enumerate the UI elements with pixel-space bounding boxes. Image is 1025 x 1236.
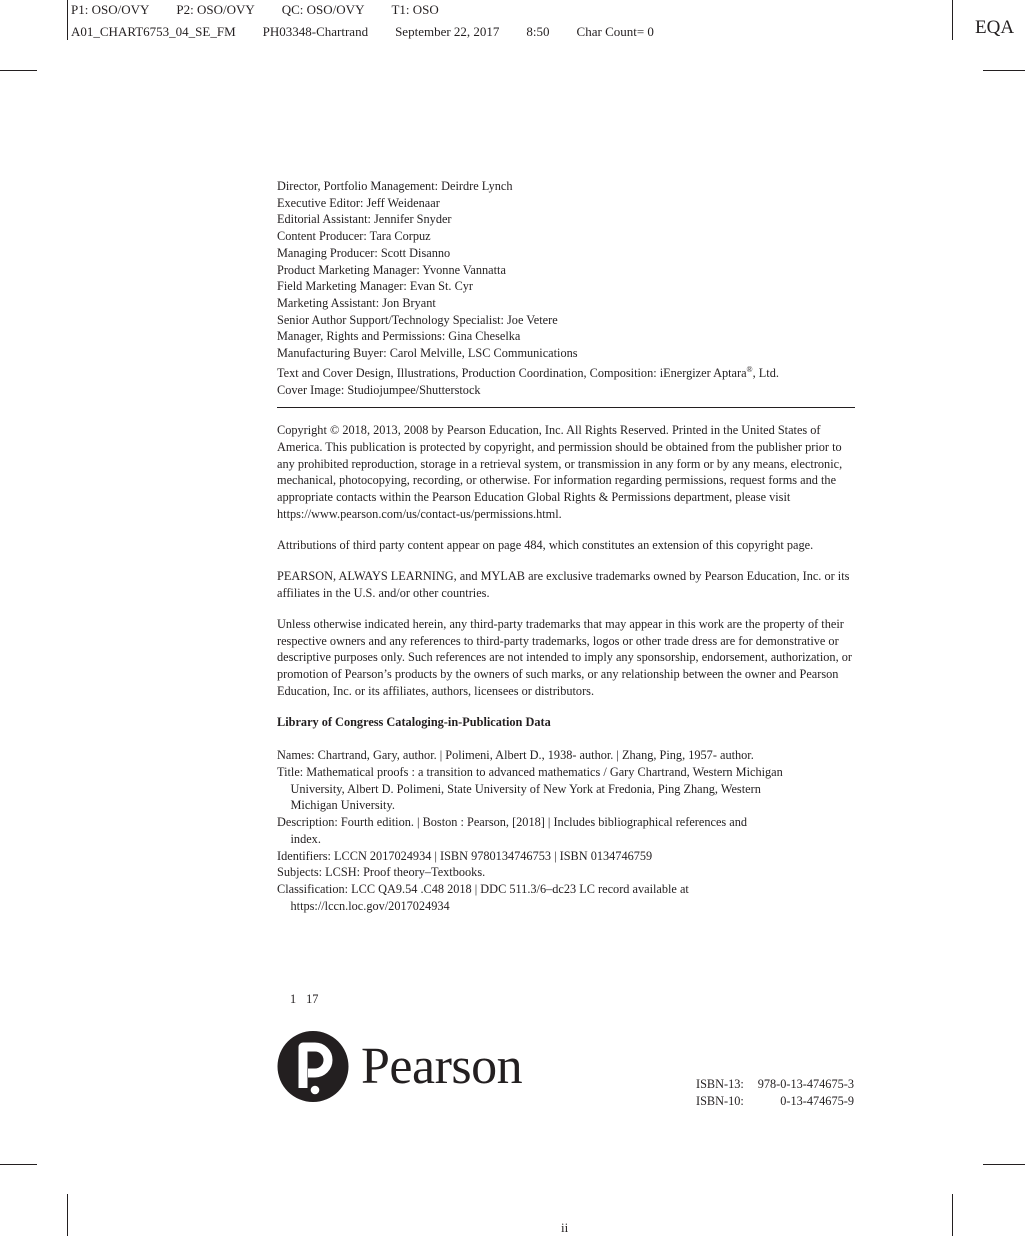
slug-line-1 bbox=[71, 2, 466, 18]
print-number: 1 bbox=[290, 992, 297, 1006]
crop-mark-top-left-horizontal bbox=[0, 70, 37, 71]
isbn-10-label: ISBN-10: bbox=[696, 1093, 744, 1108]
cip-identifiers: Identifiers: LCCN 2017024934 | ISBN 9780134746753 | ISBN 0134746759 bbox=[277, 848, 653, 863]
crop-mark-bottom-right-vertical bbox=[952, 1194, 953, 1236]
slug-p1: P1: OSO/OVY bbox=[71, 2, 150, 17]
crop-mark-top-right-vertical bbox=[952, 0, 953, 40]
credit-line: Director, Portfolio Management: Deirdre Lynch bbox=[277, 179, 513, 193]
credit-line: Managing Producer: Scott Disanno bbox=[277, 245, 451, 260]
attributions-notice: Attributions of third party content appear on page 484, which constitutes an extension of this copyright page. bbox=[277, 537, 814, 552]
isbn-block bbox=[696, 1076, 854, 1109]
section-divider bbox=[277, 407, 855, 408]
credit-line: Content Producer: Tara Corpuz bbox=[277, 229, 431, 244]
design-credit-text: Text and Cover Design, Illustrations, Production Coordination, Composition: iEnergizer Aptara bbox=[277, 365, 747, 380]
page-folio: ii bbox=[561, 1220, 569, 1235]
third-party-notice: Unless otherwise indicated herein, any third-party trademarks that may appear in this work are the property of their respective owners and any references to third-party trademarks, logos or other trade dress are for demonstrative or descriptive purposes only. Such references are not intended to imply any sponsorship, endorsement, authorization, or promotion of Pearson’s products by the owners of such marks, or any relationship between the owner and Pearson Education, Inc. or its affiliates, authors, licensees or distributors. bbox=[277, 617, 852, 698]
cip-description: Description: Fourth edition. | Boston : Pearson, [2018] | Includes bibliographical references and index. bbox=[277, 815, 748, 846]
cip-heading: Library of Congress Cataloging-in-Publication Data bbox=[277, 715, 551, 730]
cip-classification: Classification: LCC QA9.54 .C48 2018 | DDC 511.3/6–dc23 LC record available at https://lccn.loc.gov/2017024934 bbox=[277, 881, 689, 913]
crop-mark-bottom-left-vertical bbox=[67, 1194, 68, 1236]
cip-title: Title: Mathematical proofs : a transition to advanced mathematics / Gary Chartrand, Western Michigan University, Albert D. Polimeni, State University of New York at Fredonia, Ping Zhang, Western Michigan University. bbox=[277, 764, 783, 813]
copyright-page-body bbox=[277, 178, 857, 914]
isbn-10-row bbox=[696, 1093, 854, 1110]
design-credit-suffix: , Ltd. bbox=[752, 365, 779, 380]
slug-date: September 22, 2017 bbox=[395, 24, 500, 39]
credit-line: Editorial Assistant: Jennifer Snyder bbox=[277, 212, 452, 227]
printing-line bbox=[290, 992, 328, 1007]
credit-line-cover: Cover Image: Studiojumpee/Shutterstock bbox=[277, 382, 481, 397]
slug-qc: QC: OSO/OVY bbox=[281, 2, 365, 17]
pearson-p-mark-icon bbox=[277, 1027, 357, 1107]
credit-line: Manufacturing Buyer: Carol Melville, LSC Communications bbox=[277, 346, 578, 361]
cip-block bbox=[277, 747, 857, 914]
isbn-13-label: ISBN-13: bbox=[696, 1077, 744, 1091]
registered-mark: ® bbox=[746, 364, 753, 374]
cip-names: Names: Chartrand, Gary, author. | Polimeni, Albert D., 1938- author. | Zhang, Ping, 1957- author. bbox=[277, 748, 754, 763]
slug-tag: EQA bbox=[975, 17, 1015, 38]
crop-mark-top-right-horizontal bbox=[983, 70, 1025, 71]
slug-p2: P2: OSO/OVY bbox=[176, 2, 255, 17]
credits-list bbox=[277, 178, 857, 398]
credit-line: Field Marketing Manager: Evan St. Cyr bbox=[277, 279, 474, 294]
credit-line-design bbox=[277, 362, 857, 382]
credit-line: Manager, Rights and Permissions: Gina Cheselka bbox=[277, 329, 521, 344]
print-year: 17 bbox=[306, 992, 319, 1006]
isbn-13-row bbox=[696, 1076, 854, 1093]
pearson-wordmark: Pearson bbox=[361, 1038, 523, 1095]
slug-t1: T1: OSO bbox=[391, 2, 439, 17]
credit-line: Executive Editor: Jeff Weidenaar bbox=[277, 195, 440, 210]
credit-line: Product Marketing Manager: Yvonne Vannatta bbox=[277, 262, 506, 277]
crop-mark-top-left-vertical bbox=[67, 0, 68, 40]
credit-line: Marketing Assistant: Jon Bryant bbox=[277, 295, 436, 310]
slug-job: PH03348-Chartrand bbox=[262, 24, 369, 39]
isbn-10-value: 0-13-474675-9 bbox=[780, 1093, 854, 1108]
slug-file: A01_CHART6753_04_SE_FM bbox=[71, 24, 236, 39]
slug-line-2 bbox=[71, 24, 681, 40]
crop-mark-bottom-left-horizontal bbox=[0, 1164, 37, 1165]
slug-time: 8:50 bbox=[526, 24, 550, 39]
credit-line: Senior Author Support/Technology Specialist: Joe Vetere bbox=[277, 312, 558, 327]
copyright-notice: Copyright © 2018, 2013, 2008 by Pearson Education, Inc. All Rights Reserved. Printed in the United States of America. This publication is protected by copyright, and permission should be obtained from the publisher prior to any prohibited reproduction, storage in a retrieval system, or transmission in any form or by any means, electronic, mechanical, photocopying, recording, or otherwise. For information regarding permissions, request forms and the appropriate contacts within the Pearson Education Global Rights & Permissions department, please visit https://www.pearson.com/us/contact-us/permissions.html. bbox=[277, 423, 843, 521]
cip-subjects: Subjects: LCSH: Proof theory–Textbooks. bbox=[277, 865, 486, 880]
crop-mark-bottom-right-horizontal bbox=[983, 1164, 1025, 1165]
isbn-13-value: 978-0-13-474675-3 bbox=[757, 1077, 854, 1091]
pearson-logo bbox=[277, 1027, 539, 1107]
slug-char-count: Char Count= 0 bbox=[576, 24, 654, 39]
trademarks-notice: PEARSON, ALWAYS LEARNING, and MYLAB are exclusive trademarks owned by Pearson Education, Inc. or its affiliates in the U.S. and/or other countries. bbox=[277, 569, 850, 600]
